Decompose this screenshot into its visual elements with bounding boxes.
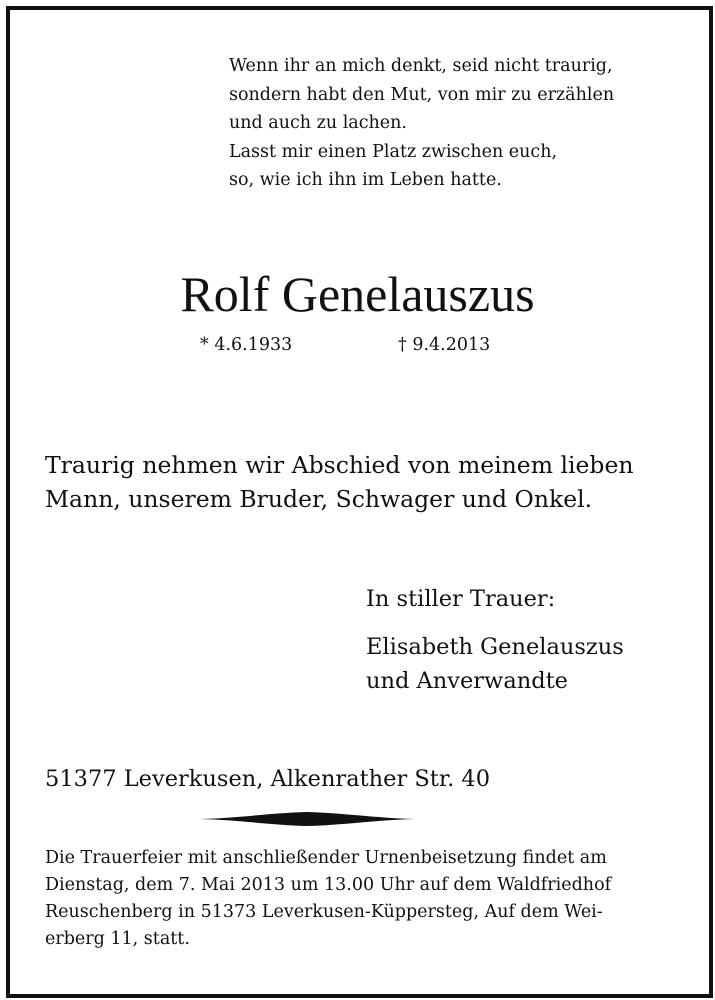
- birth-date: * 4.6.1933: [200, 335, 293, 355]
- poem-line: sondern habt den Mut, von mir zu erzählen: [229, 84, 615, 105]
- mourners-list: [366, 630, 624, 698]
- decorative-divider: [200, 810, 415, 828]
- farewell-line: Mann, unserem Bruder, Schwager und Onkel.: [45, 485, 593, 513]
- mourner-name: und Anverwandte: [366, 668, 568, 694]
- mourner-name: Elisabeth Genelauszus: [366, 634, 624, 660]
- death-date: † 9.4.2013: [398, 335, 491, 355]
- service-line: Reuschenberg in 51373 Leverkusen-Küppersteg, Auf dem Wei-: [45, 902, 603, 922]
- poem-line: Lasst mir einen Platz zwischen euch,: [229, 141, 558, 162]
- service-line: erberg 11, statt.: [45, 929, 190, 949]
- poem-line: so, wie ich ihn im Leben hatte.: [229, 170, 502, 190]
- service-info: [45, 845, 675, 953]
- service-line: Dienstag, dem 7. Mai 2013 um 13.00 Uhr auf dem Waldfriedhof: [45, 875, 612, 895]
- poem-line: und auch zu lachen.: [229, 113, 407, 133]
- address: 51377 Leverkusen, Alkenrather Str. 40: [45, 766, 491, 792]
- mourning-heading: In stiller Trauer:: [366, 586, 556, 612]
- farewell-line: Traurig nehmen wir Abschied von meinem lieben: [45, 451, 634, 479]
- service-line: Die Trauerfeier mit anschließender Urnenbeisetzung findet am: [45, 848, 607, 868]
- farewell-text: [45, 448, 634, 516]
- deceased-name: Rolf Genelauszus: [180, 266, 535, 322]
- poem-line: Wenn ihr an mich denkt, seid nicht traurig,: [229, 56, 613, 76]
- poem: [229, 52, 614, 195]
